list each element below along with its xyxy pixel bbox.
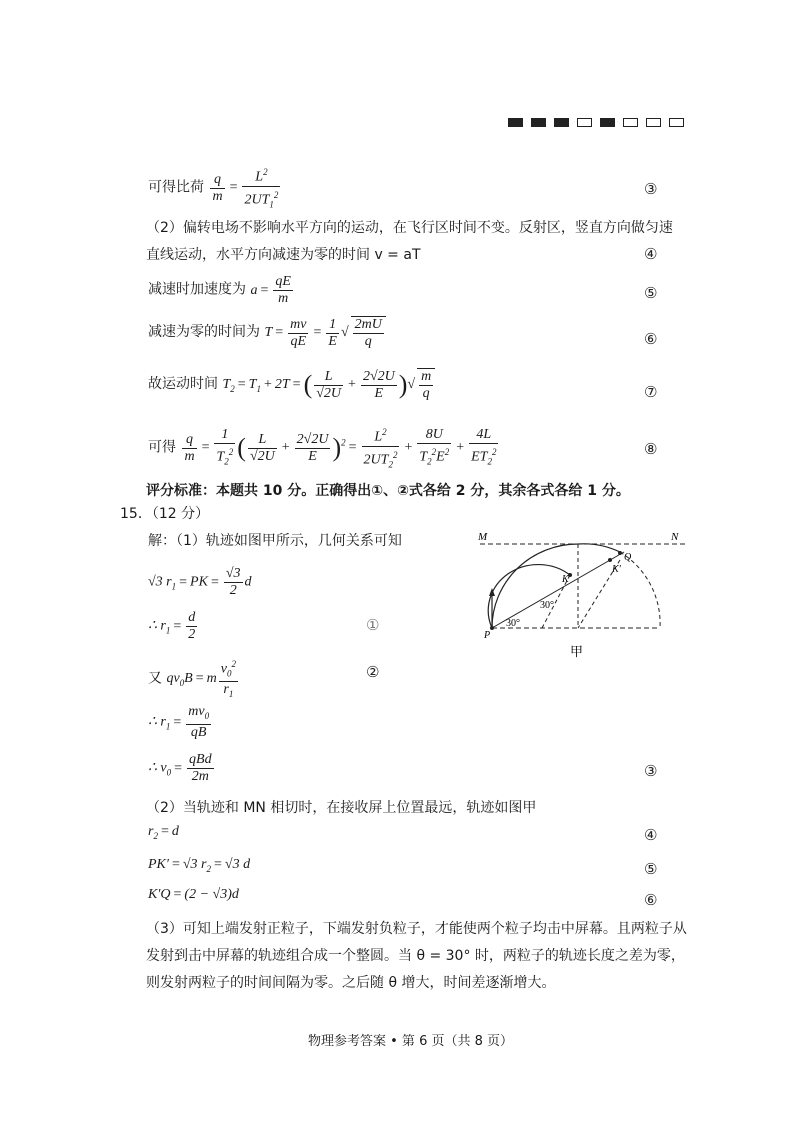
point-q xyxy=(618,551,622,555)
eq-r1-mv: ∴ $r_1$ = $\frac{mv_0}{qB}$ xyxy=(148,704,210,740)
eq-specific-charge-formula: $\frac{q}{m}$ = $\frac{L^2}{2UT_1^2}$ xyxy=(208,180,282,195)
angle-30-upper: 30° xyxy=(540,600,554,611)
eq-r2: $r_2 = d$ xyxy=(148,824,179,841)
progress-square-4 xyxy=(577,118,592,127)
q15-part3: （3）可知上端发射正粒子，下端发射负粒子，才能使两个粒子均击中屏幕。且两粒子从发射到击中屏幕的轨迹组合成一个整圆。当 θ = 30° 时，两粒子的轨迹长度之差为零，则发射两粒子的时间间隔为零。之后随 θ 增大，时间差逐渐增大。 xyxy=(146,921,687,991)
eq-r1-geometry: √3 $r_1$ = PK = $\frac{√3}{2}$ d xyxy=(148,566,252,598)
large-circle-dashed xyxy=(620,552,660,628)
eq-total-time-formula: $T_2 = T_1 + 2T$ = ( $\frac{L}{√2U}$ + $\frac{2√2U}{E}$ )√ $\frac{m}{q}$ xyxy=(222,377,437,392)
eq-mark-7: ⑦ xyxy=(644,383,658,401)
eq-mark-5a: ⑤ xyxy=(644,284,658,302)
eq-result xyxy=(148,424,500,472)
eq-deceleration-text: 减速时加速度为 xyxy=(148,281,246,298)
label-m: M xyxy=(478,531,488,543)
eq-lorentz-prefix: 又 xyxy=(148,670,162,687)
trajectory-figure xyxy=(470,530,700,660)
q14-part2-paragraph: （2）偏转电场不影响水平方向的运动，在飞行区时间不变。反射区，竖直方向做匀速直线运动，水平方向减速为零的时间 v = aT xyxy=(146,220,673,263)
eq-deceleration xyxy=(148,274,295,307)
eq-total-time-text: 故运动时间 xyxy=(148,376,218,393)
progress-square-1 xyxy=(508,118,523,127)
point-p xyxy=(490,626,494,630)
eq-mark-6a: ⑥ xyxy=(644,330,658,348)
label-n: N xyxy=(671,531,679,543)
eq-result-formula: $\frac{q}{m}$ = $\frac{1}{T_2^2}$ ( $\frac{L}{√2U}$ + $\frac{2√2U}{E}$ )$^2$ = $\frac{L^2}{2UT_2^2}$ + $\frac{8U}{T_2^2E^2}$ + $\frac{4L}{ET_2^2}$ xyxy=(180,440,500,455)
eq-v0: ∴ $v_0$ = $\frac{\text{qBd}}{2m}$ xyxy=(148,752,212,784)
figure-caption: 甲 xyxy=(570,644,584,659)
line-pq xyxy=(492,552,624,628)
progress-square-7 xyxy=(646,118,661,127)
q15-intro: 解：（1）轨迹如图甲所示，几何关系可知 xyxy=(148,533,402,549)
eq-lorentz-formula: $qv_0B = m$ $\frac{v_0^2}{r_1}$ xyxy=(166,671,240,686)
eq-decel-time xyxy=(148,316,388,350)
eq-mark-1: ① xyxy=(366,616,380,634)
eq-mark-4b: ④ xyxy=(644,826,658,844)
angle-30-lower: 30° xyxy=(506,618,520,629)
point-kp xyxy=(608,558,612,562)
eq-specific-charge xyxy=(148,164,282,212)
page-footer: 物理参考答案 • 第 6 页（共 8 页） xyxy=(308,1034,514,1049)
eq-mark-3b: ③ xyxy=(644,762,658,780)
label-q: Q xyxy=(624,552,632,563)
eq-decel-time-text: 减速为零的时间为 xyxy=(148,324,260,341)
progress-square-3 xyxy=(554,118,569,127)
eq-mark-2: ② xyxy=(366,663,380,681)
progress-square-5 xyxy=(600,118,615,127)
eq-mark-5b: ⑤ xyxy=(644,860,658,878)
scoring-standard: 评分标准：本题共 10 分。正确得出①、②式各给 2 分，其余各式各给 1 分。 xyxy=(146,483,630,499)
label-kp: K′ xyxy=(612,564,621,575)
eq-mark-3a: ③ xyxy=(644,180,658,198)
eq-mark-4a: ④ xyxy=(644,245,658,263)
large-trajectory-arc xyxy=(492,544,620,628)
q15-number: 15．（12 分） xyxy=(120,506,210,522)
progress-square-2 xyxy=(531,118,546,127)
eq-mark-8: ⑧ xyxy=(644,440,658,458)
small-trajectory-arc xyxy=(488,565,570,628)
eq-r1-value: ∴ $r_1$ = $\frac{d}{2}$ xyxy=(148,610,196,642)
eq-kq: K′Q = (2 − √3)d xyxy=(148,887,239,902)
eq-mark-6b: ⑥ xyxy=(644,891,658,909)
eq-total-time xyxy=(148,368,437,402)
label-k: K xyxy=(562,574,569,585)
eq-deceleration-formula: a = $\frac{qE}{m}$ xyxy=(250,274,291,306)
eq-specific-charge-text: 可得比荷 xyxy=(148,179,204,196)
progress-square-8 xyxy=(669,118,684,127)
label-p: P xyxy=(484,630,491,641)
q15-part2: （2）当轨迹和 MN 相切时，在接收屏上位置最远，轨迹如图甲 xyxy=(146,800,537,816)
progress-square-6 xyxy=(623,118,638,127)
eq-pk-prime: PK′ = √3 $r_2 = √3$ d xyxy=(148,857,251,874)
eq-result-text: 可得 xyxy=(148,439,176,456)
eq-lorentz xyxy=(148,656,240,702)
eq-decel-time-formula: T = $\frac{mv}{qE}$ = $\frac{1}{E}$ √ $\frac{2mU}{q}$ xyxy=(264,325,387,340)
